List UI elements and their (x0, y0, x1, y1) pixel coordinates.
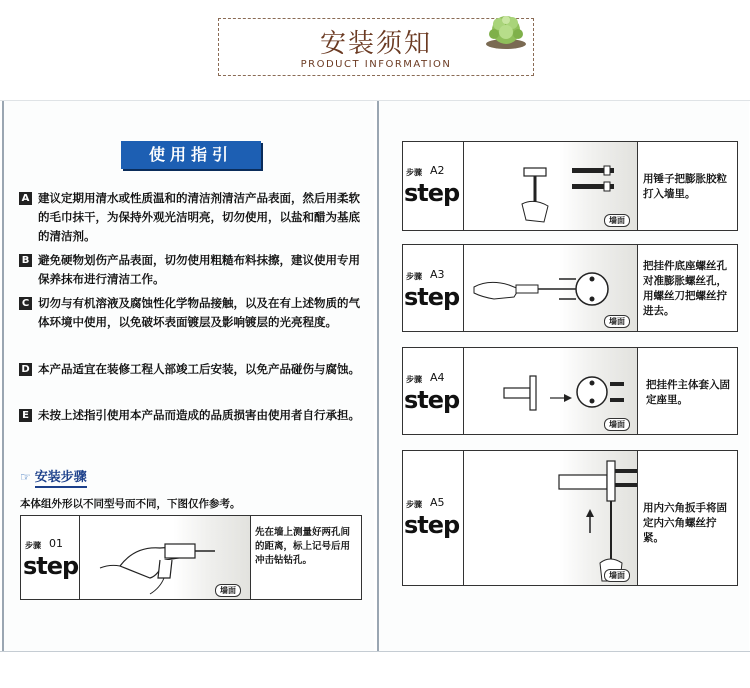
step-number: A5 (430, 496, 445, 509)
install-note: 本体组外形以不同型号而不同，下图仅作参考。 (20, 498, 241, 510)
step-illustration (463, 348, 638, 434)
install-steps-heading: ☞ 安装步骤 (20, 466, 87, 485)
step-number: A2 (430, 164, 445, 177)
step-illustration (79, 516, 251, 599)
step-illustration (463, 451, 638, 585)
item-letter-e: E (19, 409, 32, 422)
item-letter-d: D (19, 363, 32, 376)
step-word: step (404, 283, 460, 311)
item-letter-b: B (19, 254, 32, 267)
step-description: 用锤子把膨胀胶粒打入墙里。 (643, 173, 727, 200)
page-subtitle: PRODUCT INFORMATION (300, 59, 452, 70)
guide-item-text: 避免硬物划伤产品表面，切勿使用粗糙布料抹擦，建议使用专用保养抹布进行清洁工作。 (38, 253, 360, 286)
divider-bottom (0, 651, 750, 652)
step-description: 把挂件底座螺丝孔对准膨胀螺丝孔，用螺丝刀把螺丝拧进去。 (643, 260, 727, 317)
wall-tag: 墙面 (215, 584, 241, 597)
item-letter-c: C (19, 297, 32, 310)
step-number: 01 (49, 537, 63, 550)
step-word: step (404, 179, 460, 207)
succulent-plant-icon (482, 10, 532, 52)
wall-tag: 墙面 (604, 315, 630, 328)
step-label: 步骤 (406, 500, 422, 509)
usage-guide-panel (2, 101, 374, 651)
guide-item-text: 未按上述指引使用本产品而造成的品质损害由使用者自行承担。 (38, 408, 360, 422)
step-card-a5 (402, 450, 738, 586)
wall-tag: 墙面 (604, 569, 630, 582)
step-card-a3 (402, 244, 738, 332)
item-letter-a: A (19, 192, 32, 205)
step-illustration (463, 245, 638, 331)
guide-item-text: 切勿与有机溶液及腐蚀性化学物品接触，以及在有上述物质的气体环境中使用，以免破坏表面镀层及影响镀层的光亮程度。 (38, 296, 360, 329)
page-title: 安装须知 (319, 29, 432, 59)
step-card-01 (20, 515, 362, 600)
install-steps-panel (377, 101, 749, 651)
step-description: 先在墙上测量好两孔间的距离，标上记号后用冲击钻钻孔。 (255, 527, 351, 566)
wall-tag: 墙面 (604, 418, 630, 431)
step-word: step (404, 511, 460, 539)
step-label: 步骤 (406, 168, 422, 177)
step-label: 步骤 (25, 541, 41, 550)
step-label: 步骤 (406, 375, 422, 384)
step-word: step (404, 386, 460, 414)
allen-wrench-icon (464, 451, 638, 585)
guide-title: 使用指引 (121, 141, 261, 169)
step-card-a4 (402, 347, 738, 435)
page-header (0, 0, 750, 95)
step-illustration (463, 142, 638, 230)
step-word: step (23, 552, 79, 580)
pointing-hand-icon: ☞ (20, 470, 31, 484)
step-number: A3 (430, 268, 445, 281)
wall-tag: 墙面 (604, 214, 630, 227)
step-number: A4 (430, 371, 445, 384)
step-label: 步骤 (406, 272, 422, 281)
guide-item-text: 建议定期用清水或性质温和的清洁剂清洁产品表面，然后用柔软的毛巾抹干，为保持外观光洁明亮，切勿使用，以盐和醋为基底的清洁剂。 (38, 191, 360, 243)
step-card-a2 (402, 141, 738, 231)
step-description: 把挂件主体套入固定座里。 (646, 379, 730, 406)
guide-item-text: 本产品适宜在装修工程人部竣工后安装，以免产品碰伤与腐蚀。 (38, 362, 360, 376)
step-description: 用内六角扳手将固定内六角螺丝拧紧。 (643, 502, 727, 544)
